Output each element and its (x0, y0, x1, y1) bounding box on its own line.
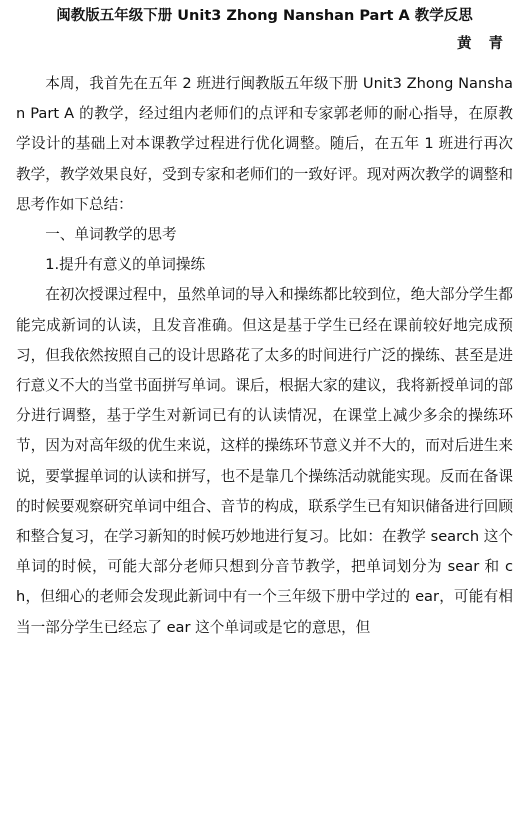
document-title: 闽教版五年级下册 Unit3 Zhong Nanshan Part A 教学反思 (56, 8, 473, 24)
body-paragraph: 在初次授课过程中，虽然单词的导入和操练都比较到位，绝大部分学生都能完成新词的认读，且发音准确。但这是基于学生已经在课前较好地完成预习，但我依然按照自己的设计思路花了太多的时间进行广泛的操练、甚至是进行意义不大的当堂书面拼写单词。课后，根据大家的建议，我将新授单词的部分进行调整，基于学生对新词已有的认读情况，在课堂上减少多余的操练环节，因为对高年级的优生来说，这样的操练环节意义并不大的，而对后进生来说，要掌握单词的认读和拼写，也不是靠几个操练活动就能实现。反而在备课的时候要观察研究单词中组合、音节的构成，联系学生已有知识储备进行回顾和整合复习，在学习新知的时候巧妙地进行复习。比如：在教学 search 这个单词的时候，可能大部分老师只想到分音节教学，把单词划分为 sear 和 ch，但细心的老师会发现此新词中有一个三年级下册中学过的 ear，可能有相当一部分学生已经忘了 ear 这个单词或是它的意思，但 (16, 286, 513, 636)
subsection-heading: 1.提升有意义的单词操练 (45, 256, 206, 274)
intro-paragraph: 本周，我首先在五年 2 班进行闽教版五年级下册 Unit3 Zhong Nanshan Part A 的教学，经过组内老师们的点评和专家郭老师的耐心指导，在原教学设计的基础上对本课教学过程进行优化调整。随后，在五年 1 班进行再次教学，教学效果良好，受到专家和老师们的一致好评。现对两次教学的调整和思考作如下总结： (16, 75, 513, 213)
section-heading: 一、单词教学的思考 (45, 226, 177, 244)
author-name: 黄 青 (456, 36, 509, 52)
